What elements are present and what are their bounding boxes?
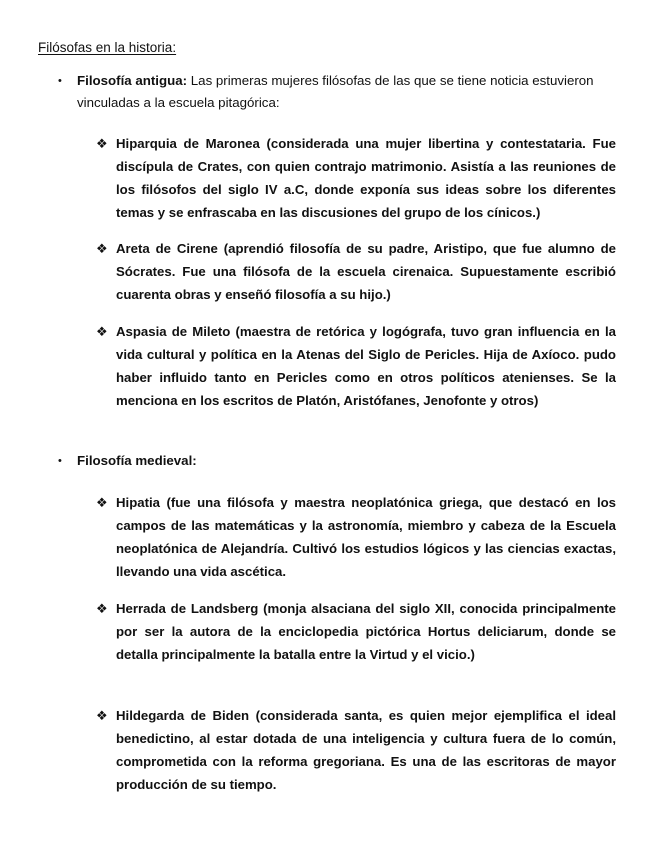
section-paragraph [77, 70, 617, 114]
list-item-text: Hiparquia de Maronea (considerada una mujer libertina y contestataria. Fue discípula de Crates, con quien contrajo matrimonio. Asistía a las reuniones de los filósofos del siglo IV a.C, donde exponía sus ideas sobre los diferentes temas y se enfrascaba en las discusiones del grupo de los cínicos.) [116, 136, 616, 220]
section-bullet: • [58, 75, 62, 87]
list-item-text: Aspasia de Mileto (maestra de retórica y logógrafa, tuvo gran influencia en la vida cultural y política en la Atenas del Siglo de Pericles. Hija de Axíoco. pudo haber influido tanto en Pericles como en otros políticos atenienses. Se la menciona en los escritos de Platón, Aristófanes, Jenofonte y otros) [116, 324, 616, 408]
list-item-text: Hildegarda de Biden (considerada santa, es quien mejor ejemplifica el ideal benedictino, al estar dotada de una inteligencia y cultura fuera de lo común, comprometida con la reforma gregoriana. Es una de las escritoras de mayor producción de su tiempo. [116, 708, 616, 792]
list-item-text: Areta de Cirene (aprendió filosofía de su padre, Aristipo, que fue alumno de Sócrates. Fue una filósofa de la escuela cirenaica. Supuestamente escribió cuarenta obras y enseñó filosofía a su hijo.) [116, 241, 616, 302]
diamond-bullet-icon: ❖ [96, 241, 108, 256]
diamond-bullet-icon: ❖ [96, 324, 108, 339]
section-paragraph [77, 450, 617, 472]
diamond-bullet-icon: ❖ [96, 601, 108, 616]
diamond-bullet-icon: ❖ [96, 708, 108, 723]
list-item-text: Hipatia (fue una filósofa y maestra neoplatónica griega, que destacó en los campos de las matemáticas y la astronomía, miembro y cabeza de la Escuela neoplatónica de Alejandría. Cultivó los estudios lógicos y las ciencias exactas, llevando una vida ascética. [116, 495, 616, 579]
section-heading: Filosofía medieval: [77, 453, 197, 468]
section-heading: Filosofía antigua: [77, 73, 188, 88]
document-title: Filósofas en la historia: [38, 40, 177, 55]
section-description: Las primeras mujeres filósofas de las que se tiene noticia estuvieron vinculadas a la escuela pitagórica: [77, 73, 594, 110]
section-bullet: • [58, 455, 62, 467]
list-item-text: Herrada de Landsberg (monja alsaciana del siglo XII, conocida principalmente por ser la autora de la enciclopedia pictórica Hortus deliciarum, donde se detalla principalmente la batalla entre la Virtud y el vicio.) [116, 601, 616, 662]
diamond-bullet-icon: ❖ [96, 495, 108, 510]
diamond-bullet-icon: ❖ [96, 136, 108, 151]
